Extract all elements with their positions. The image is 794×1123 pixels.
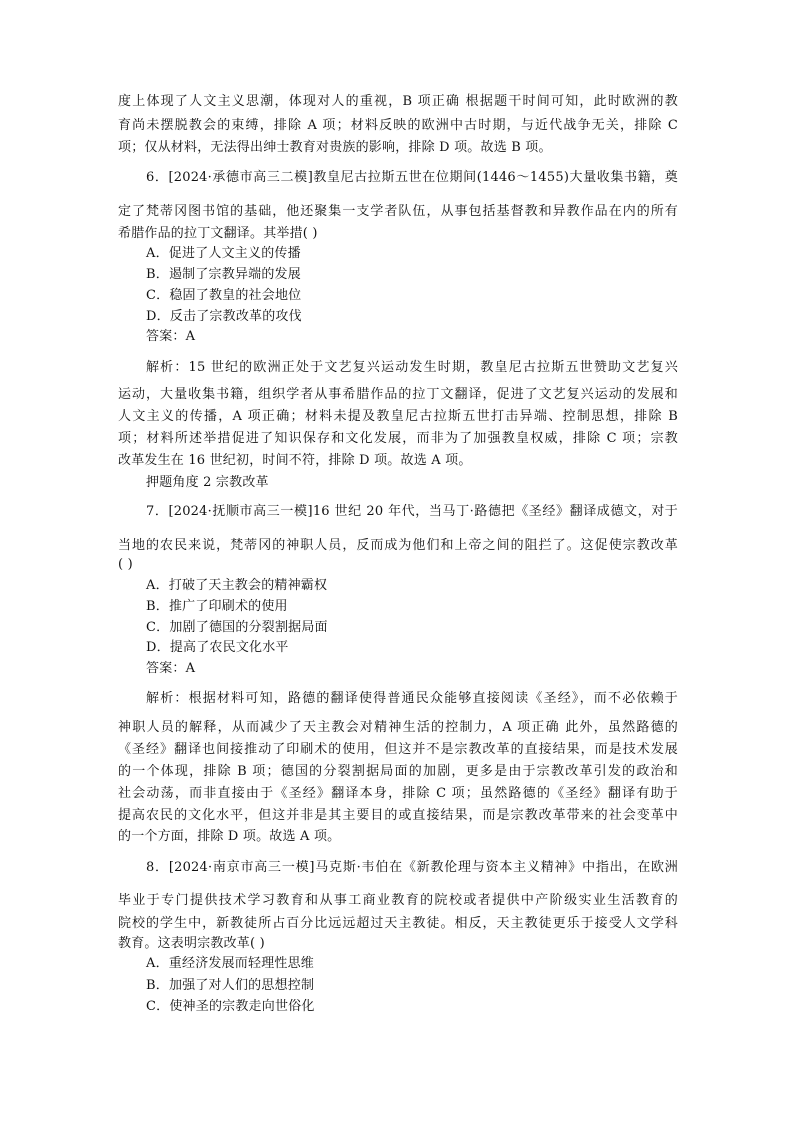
q7-analysis-line-2: 神职人员的解释，从而减少了天主教会对精神生活的控制力，A 项正确 此外，虽然路德的 bbox=[118, 720, 678, 735]
q6-option-d: D．反击了宗教改革的攻伐 bbox=[146, 309, 302, 324]
q8-option-b: B．加强了对人们的思想控制 bbox=[146, 978, 315, 993]
q6-answer: 答案：A bbox=[146, 329, 196, 344]
q7-stem-line-3: ( ) bbox=[118, 557, 133, 572]
q8-option-c: C．使神圣的宗教走向世俗化 bbox=[146, 999, 315, 1014]
q7-option-a: A．打破了天主教会的精神霸权 bbox=[146, 578, 328, 593]
q6-option-a: A．促进了人文主义的传播 bbox=[146, 246, 301, 261]
q6-stem-line-3: 希腊作品的拉丁文翻译。其举措( ) bbox=[118, 226, 318, 241]
q6-analysis-line-5: 改革发生在 16 世纪初，时间不符，排除 D 项。故选 A 项。 bbox=[118, 453, 472, 468]
q8-stem-line-1: 8．[2024·南京市高三一模]马克斯·韦伯在《新教伦理与资本主义精神》中指出，在欧洲 bbox=[146, 860, 678, 875]
intro-line-1: 度上体现了人文主义思潮，体现对人的重视，B 项正确 根据题干时间可知，此时欧洲的教 bbox=[118, 94, 678, 109]
q7-option-d: D．提高了农民文化水平 bbox=[146, 640, 289, 655]
q7-analysis-line-3: 《圣经》翻译也间接推动了印刷术的使用，但这并不是宗教改革的直接结果，而是技术发展 bbox=[118, 742, 678, 757]
q6-option-b: B．遏制了宗教异端的发展 bbox=[146, 267, 301, 282]
q8-option-a: A．重经济发展而轻理性思维 bbox=[146, 956, 314, 971]
section-heading: 押题角度 2 宗教改革 bbox=[146, 475, 269, 490]
q7-option-c: C．加剧了德国的分裂割据局面 bbox=[146, 620, 328, 635]
q6-analysis-line-2: 运动，大量收集书籍，组织学者从事希腊作品的拉丁文翻译，促进了文艺复兴运动的发展和 bbox=[118, 387, 678, 402]
q8-stem-line-4: 教育。这表明宗教改革( ) bbox=[118, 936, 265, 951]
q6-analysis-line-3: 人文主义的传播，A 项正确；材料未提及教皇尼古拉斯五世打击异端、控制思想，排除 B bbox=[118, 409, 678, 424]
q7-answer: 答案：A bbox=[146, 661, 196, 676]
q6-analysis-line-4: 项；材料所述举措促进了知识保存和文化发展，而非为了加强教皇权威，排除 C 项；宗教 bbox=[118, 431, 678, 446]
intro-line-3: 项；仅从材料，无法得出绅士教育对贵族的影响，排除 D 项。故选 B 项。 bbox=[118, 140, 552, 155]
q6-option-c: C．稳固了教皇的社会地位 bbox=[146, 288, 302, 303]
q7-analysis-line-1: 解析：根据材料可知，路德的翻译使得普通民众能够直接阅读《圣经》，而不必依赖于 bbox=[146, 691, 678, 706]
q8-stem-line-3: 院校的学生中，新教徒所占百分比远远超过天主教徒。相反，天主教徒更乐于接受人文学科 bbox=[118, 916, 678, 931]
q7-analysis-line-6: 提高农民的文化水平，但这并非是其主要目的或直接结果，而是宗教改革带来的社会变革中 bbox=[118, 808, 678, 823]
intro-line-2: 育尚未摆脱教会的束缚，排除 A 项；材料反映的欧洲中古时期，与近代战争无关，排除 C bbox=[118, 118, 678, 133]
q7-analysis-line-5: 社会动荡，而非直接由于《圣经》翻译本身，排除 C 项；虽然路德的《圣经》翻译有助于 bbox=[118, 786, 678, 801]
q7-stem-line-1: 7．[2024·抚顺市高三一模]16 世纪 20 年代，当马丁·路德把《圣经》翻译成德文，对于 bbox=[146, 504, 678, 519]
q7-stem-line-2: 当地的农民来说，梵蒂冈的神职人员，反而成为他们和上帝之间的阻拦了。这促使宗教改革 bbox=[118, 538, 678, 553]
q7-analysis-line-7: 的一个方面，排除 D 项。故选 A 项。 bbox=[118, 829, 341, 844]
q6-stem-line-2: 定了梵蒂冈图书馆的基础，他还聚集一支学者队伍，从事包括基督教和异教作品在内的所有 bbox=[118, 204, 678, 219]
q8-stem-line-2: 毕业于专门提供技术学习教育和从事工商业教育的院校或者提供中产阶级实业生活教育的 bbox=[118, 893, 678, 908]
q6-stem-line-1: 6．[2024·承德市高三二模]教皇尼古拉斯五世在位期间(1446～1455)大量收集书籍，奠 bbox=[146, 170, 678, 185]
q7-option-b: B．推广了印刷术的使用 bbox=[146, 599, 288, 614]
q7-analysis-line-4: 的一个体现，排除 B 项；德国的分裂割据局面的加剧，更多是由于宗教改革引发的政治和 bbox=[118, 764, 678, 779]
q6-analysis-line-1: 解析：15 世纪的欧洲正处于文艺复兴运动发生时期，教皇尼古拉斯五世赞助文艺复兴 bbox=[146, 360, 678, 375]
